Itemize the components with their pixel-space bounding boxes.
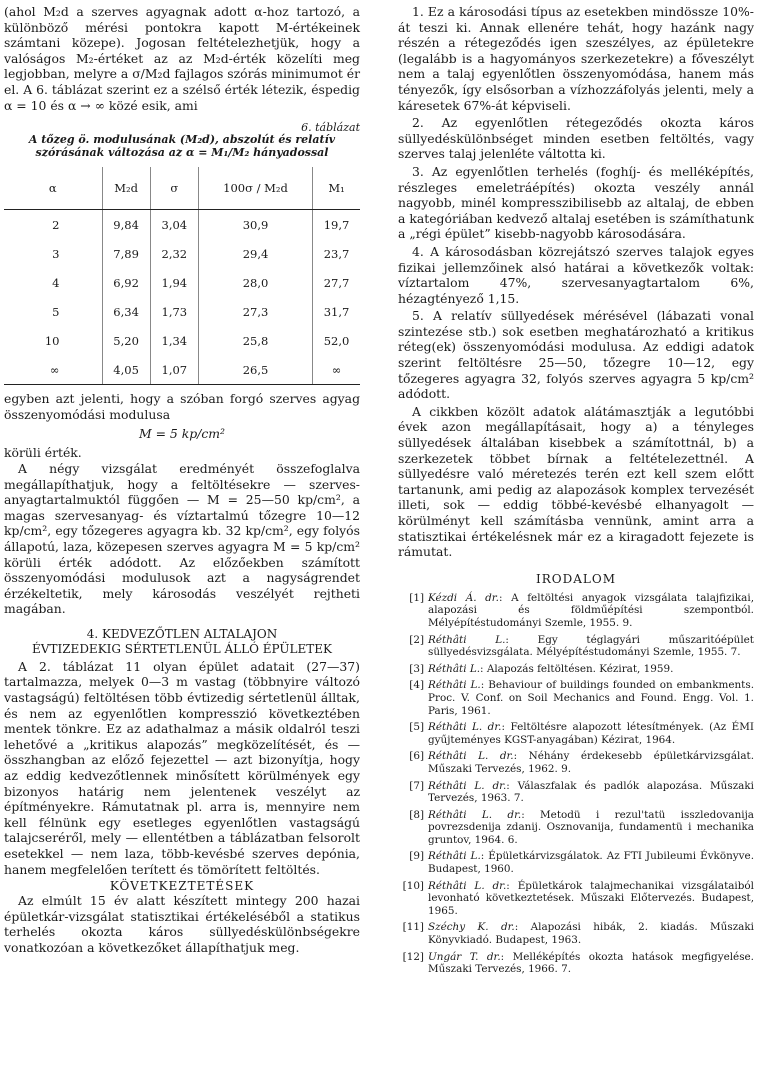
reference-author: Kézdi Á. dr.: [428, 591, 499, 604]
table-row: [4, 326, 360, 355]
reference-author: Ungár T. dr.: [428, 950, 501, 963]
table-cell: 4: [52, 275, 60, 290]
reference-item: [398, 951, 754, 976]
reference-item: [398, 592, 754, 630]
table-cell: 30,9: [198, 210, 312, 240]
header-m1: M₁: [313, 167, 360, 210]
table-cell: 27,7: [313, 268, 360, 297]
table-cell: 5,20: [102, 326, 150, 355]
table-cell: 5: [52, 304, 60, 319]
reference-number: [10]: [402, 879, 424, 892]
table-cell: 1,73: [150, 297, 198, 326]
reference-number: [7]: [409, 779, 424, 792]
table-cell: 3,04: [150, 210, 198, 240]
after-formula-text: körüli érték.: [4, 445, 82, 461]
reference-number: [3]: [409, 662, 424, 675]
reference-number: [4]: [409, 679, 424, 692]
references-title: IRODALOM: [536, 571, 616, 586]
reference-number: [1]: [409, 591, 424, 604]
reference-text: : Feltöltésre alapozott létesítmények. (Az ÉMI gyűjteményes KGST-anyagában) Kézirat, 1964.: [428, 721, 754, 746]
table-row: [4, 210, 360, 240]
reference-text: : Alapozás feltöltésen. Kézirat, 1959.: [480, 662, 674, 675]
section-4-title-line-1: 4. KEDVEZŐTLEN ALTALAJON: [86, 626, 278, 641]
table-cell: 7,89: [102, 239, 150, 268]
reference-number: [6]: [409, 750, 424, 763]
intro-paragraph: (ahol M₂d a szerves agyagnak adott α-hoz tartozó, a különböző mérési pontokra kapott M-értékeinek számtani közepe). Jogosan feltételezhetjük, hogy a valóságos M₂-értéket az az M₂d-érték közelíti meg legjobban, melyre a σ/M₂d fajlagos szórás minimumot ér el. A 6. táblázat szerint ez a szélső érték létezik, éspedig α = 10 és α → ∞ közé esik, ami: [4, 4, 360, 113]
header-relative-sigma: 100σ / M₂d: [198, 167, 312, 210]
conclusion-point-4: 4. A károsodásban közrejátszó szerves talajok egyes fizikai jellemzőinek alsó határai a következők voltak: víztartalom 47%, szervesanyagtartalom 6%, hézagtényező 1,15.: [398, 243, 754, 306]
table-row: [4, 268, 360, 297]
reference-item: [398, 850, 754, 875]
reference-text: : Alapozási hibák, 2. kiadás. Műszaki Könyvkiadó. Budapest, 1963.: [428, 921, 754, 947]
table-cell: 4,05: [102, 355, 150, 385]
reference-author: Széchy K. dr.: [428, 921, 515, 934]
reference-text: : Válaszfalak és padlók alapozása. Műszaki Tervezés, 1963. 7.: [428, 779, 754, 805]
reference-number: [12]: [402, 950, 424, 963]
reference-text: : Épületkárvizsgálatok. Az FTI Jubileumi Évkönyve. Budapest, 1960.: [428, 850, 754, 876]
reference-text: : Egy téglagyári műszaritóépület süllyedésvizsgálata. Mélyépítéstudományi Szemle, 1955. 7.: [428, 633, 754, 659]
reference-item: [398, 721, 754, 746]
conclusion-point-3: 3. Az egyenlőtlen terhelés (foghíj- és melléképítés, részleges emeletráépítés) okozta veszély annál nagyobb, minél kompresszibilisebb az altalaj, de ebben a kategóriában kedvező altalaj esetében is számíthatunk a „régi épület” kisebb-nagyobb károsodására.: [398, 163, 754, 242]
conclusion-point-5: 5. A relatív süllyedések mérésével (lábazati vonal szintezése stb.) sok esetben meghatározható a kritikus réteg(ek) összenyomódási modulusa. Az eddigi adatok szerint feltöltésre 25—50, tőzegre 10—12, egy tőzegeres agyagra 32, folyós szerves agyagra 5 kp/cm² adódott.: [398, 308, 754, 402]
table-cell: 3: [52, 246, 60, 261]
table-cell: 23,7: [313, 239, 360, 268]
reference-author: Réthâti L.: [428, 633, 506, 646]
right-column: [398, 4, 754, 980]
modulus-table: [4, 167, 360, 385]
table-cell: 29,4: [198, 239, 312, 268]
reference-item: [398, 679, 754, 717]
reference-text: : Metodü i rezul'tatü isszledovanija povrezsdenija zdanij. Osznovanija, fundamentü i mechanika gruntov, 1964. 6.: [428, 808, 754, 846]
section-4-title: [4, 627, 360, 657]
reference-author: Réthâti L. dr.: [428, 879, 507, 892]
header-alpha: α: [4, 167, 102, 210]
conclusions-title: KÖVETKEZTETÉSEK: [109, 879, 255, 894]
reference-item: [398, 780, 754, 805]
table-row: [4, 239, 360, 268]
table-cell: 25,8: [198, 326, 312, 355]
table-cell: 2: [52, 217, 60, 232]
header-m2d: M₂d: [102, 167, 150, 210]
after-table-paragraph: egyben azt jelenti, hogy a szóban forgó szerves agyag összenyomódási modulusa: [4, 391, 360, 422]
reference-text: : Épületkárok talajmechanikai vizsgálataiból levonható következtetések. Műszaki Előtervezés. Budapest, 1965.: [428, 879, 754, 917]
table-cell: 28,0: [198, 268, 312, 297]
reference-number: [11]: [402, 921, 424, 934]
table-cell: 1,34: [150, 326, 198, 355]
table-row: [4, 355, 360, 385]
table-cell: 31,7: [313, 297, 360, 326]
header-sigma: σ: [150, 167, 198, 210]
reference-author: Réthâti L.: [428, 679, 481, 692]
section-4-paragraph: A 2. táblázat 11 olyan épület adatait (27—37) tartalmazza, melyek 0—3 m vastag (többnyire változó vastagságú) feltöltésen több évtizedig sértetlenül álltak, és nem az egyenlőtlen kompresszió következtében mentek tönkre. Ez az adathalmaz a másik oldalról teszi lehetővé a „kritikus alapozás” megközelítését, és — összhangban az előző fejezettel — azt bizonyítja, hogy az eddig kedvezőtlennek minősített körülmények egy bizonyos határig nem jelentenek veszélyt az építményekre. Rámutatnak pl. arra is, mennyire nem kell félnünk egy esetleges egyenlőtlen vastagságú talajcseréről, mely — ellentétben a táblázatban felsorolt esetekkel — nem laza, több-kevésbé szerves depónia, hanem megfelelően terített és tömörített feltöltés.: [4, 658, 360, 877]
reference-text: : Behaviour of buildings founded on embankments. Proc. V. Conf. on Soil Mechanics and Found. Engg. Vol. 1. Paris, 1961.: [428, 679, 754, 717]
reference-item: [398, 809, 754, 847]
section-4-title-line-2: ÉVTIZEDEKIG SÉRTETLENÜL ÁLLÓ ÉPÜLETEK: [32, 641, 332, 656]
table-header-row: [4, 167, 360, 210]
table-cell: 6,34: [102, 297, 150, 326]
reference-item: [398, 880, 754, 918]
reference-number: [8]: [409, 808, 424, 821]
reference-item: [398, 750, 754, 775]
table-cell: 10: [44, 333, 60, 348]
table-cell: 6,92: [102, 268, 150, 297]
reference-text: : Melléképítés okozta hatások megfigyelése. Műszaki Tervezés, 1966. 7.: [428, 950, 754, 976]
reference-text: : A feltöltési anyagok vizsgálata talajfizikai, alapozási és földműépítési szempontból. Mélyépítéstudományi Szemle, 1955. 9.: [428, 591, 754, 629]
reference-author: Réthâti L.: [428, 850, 481, 863]
conclusion-point-1: 1. Ez a károsodási típus az esetekben mindössze 10%-át teszi ki. Annak ellenére tehát, hogy hazánk nagy részén a rétegeződés igen szeszélyes, az épületekre (legalább is a hagyományos szerkezetekre) a főveszélyt nem a talaj egyenlőtlen összenyomódása, hanem más tényezők, így elsősorban a vízhozzáfolyás jelenti, mely a káresetek 67%-át képviseli.: [398, 4, 754, 113]
table-row: [4, 297, 360, 326]
conclusion-point-2: 2. Az egyenlőtlen rétegeződés okozta káros süllyedéskülönbséget minden esetben feltöltés, vagy szerves talaj jelenléte váltotta ki.: [398, 115, 754, 162]
reference-author: Réthâti L. dr.: [428, 750, 514, 763]
reference-author: Réthâti L. dr.: [428, 721, 502, 734]
reference-item: [398, 663, 754, 676]
reference-item: [398, 921, 754, 946]
reference-text: : Néhány érdekesebb épületkárvizsgálat. Műszaki Tervezés, 1962. 9.: [428, 750, 755, 775]
table-cell: 2,32: [150, 239, 198, 268]
summary-paragraph: A négy vizsgálat eredményét összefoglalva megállapíthatjuk, hogy a feltöltésekre — szerves-anyagtartalmuktól függően — M = 25—50 kp/cm², a magas szervesanyag- és víztartalmú tőzegre 10—12 kp/cm², egy tőzegeres agyagra kb. 32 kp/cm², egy folyós állapotú, laza, közepesen szerves agyagra M = 5 kp/cm² körüli érték adódott. Az előzőekben számított összenyomódási modulusok azt a nagyságrendet érzékeltetik, mely károsodás veszélyét rejtheti magában.: [4, 460, 360, 617]
closing-paragraph: A cikkben közölt adatok alátámasztják a legutóbbi évek azon megállapításait, hogy a) a tényleges süllyedések általában kisebbek a számítottnál, b) a szerkezetek többet bírnak a feltételezettnél. A süllyedésre való méretezés terén ezt kell szem előtt tartanunk, ami pedig az alapozások komplex tervezését illeti, sok — eddig többé-kevésbé elhanyagolt — körülményt kell számításba vennünk, amint arra a statisztikai értékelésnek már ez a kiragadott fejezete is rámutat.: [398, 403, 754, 560]
reference-author: Réthâti L. dr.: [428, 808, 522, 821]
conclusions-paragraph: Az elmúlt 15 év alatt készített mintegy 200 hazai épületkár-vizsgálat statisztikai értékeléséből a statikus terhelés okozta káros süllyedéskülönbségekre vonatkozóan a következőket állapíthatjuk meg.: [4, 893, 360, 955]
table-cell: 26,5: [198, 355, 312, 385]
table-caption: A tőzeg ö. modulusának (M₂d), abszolút és relatív szórásának változása az α = M₁/M₂ hányadossal: [28, 133, 336, 159]
table-cell: 1,07: [150, 355, 198, 385]
modulus-formula: M = 5 kp/cm²: [138, 426, 226, 442]
table-cell: 9,84: [102, 210, 150, 240]
table-number: 6. táblázat: [301, 121, 360, 135]
reference-number: [9]: [409, 850, 424, 863]
reference-item: [398, 634, 754, 659]
reference-number: [5]: [409, 721, 424, 734]
reference-author: Réthâti L. dr.: [428, 779, 507, 792]
reference-author: Réthâti L.: [428, 662, 481, 675]
table-cell: 19,7: [313, 210, 360, 240]
reference-number: [2]: [409, 633, 424, 646]
table-cell: ∞: [313, 355, 360, 385]
table-cell: 27,3: [198, 297, 312, 326]
table-cell: 1,94: [150, 268, 198, 297]
table-cell: ∞: [4, 355, 102, 385]
table-cell: 52,0: [313, 326, 360, 355]
left-column: [4, 4, 360, 956]
